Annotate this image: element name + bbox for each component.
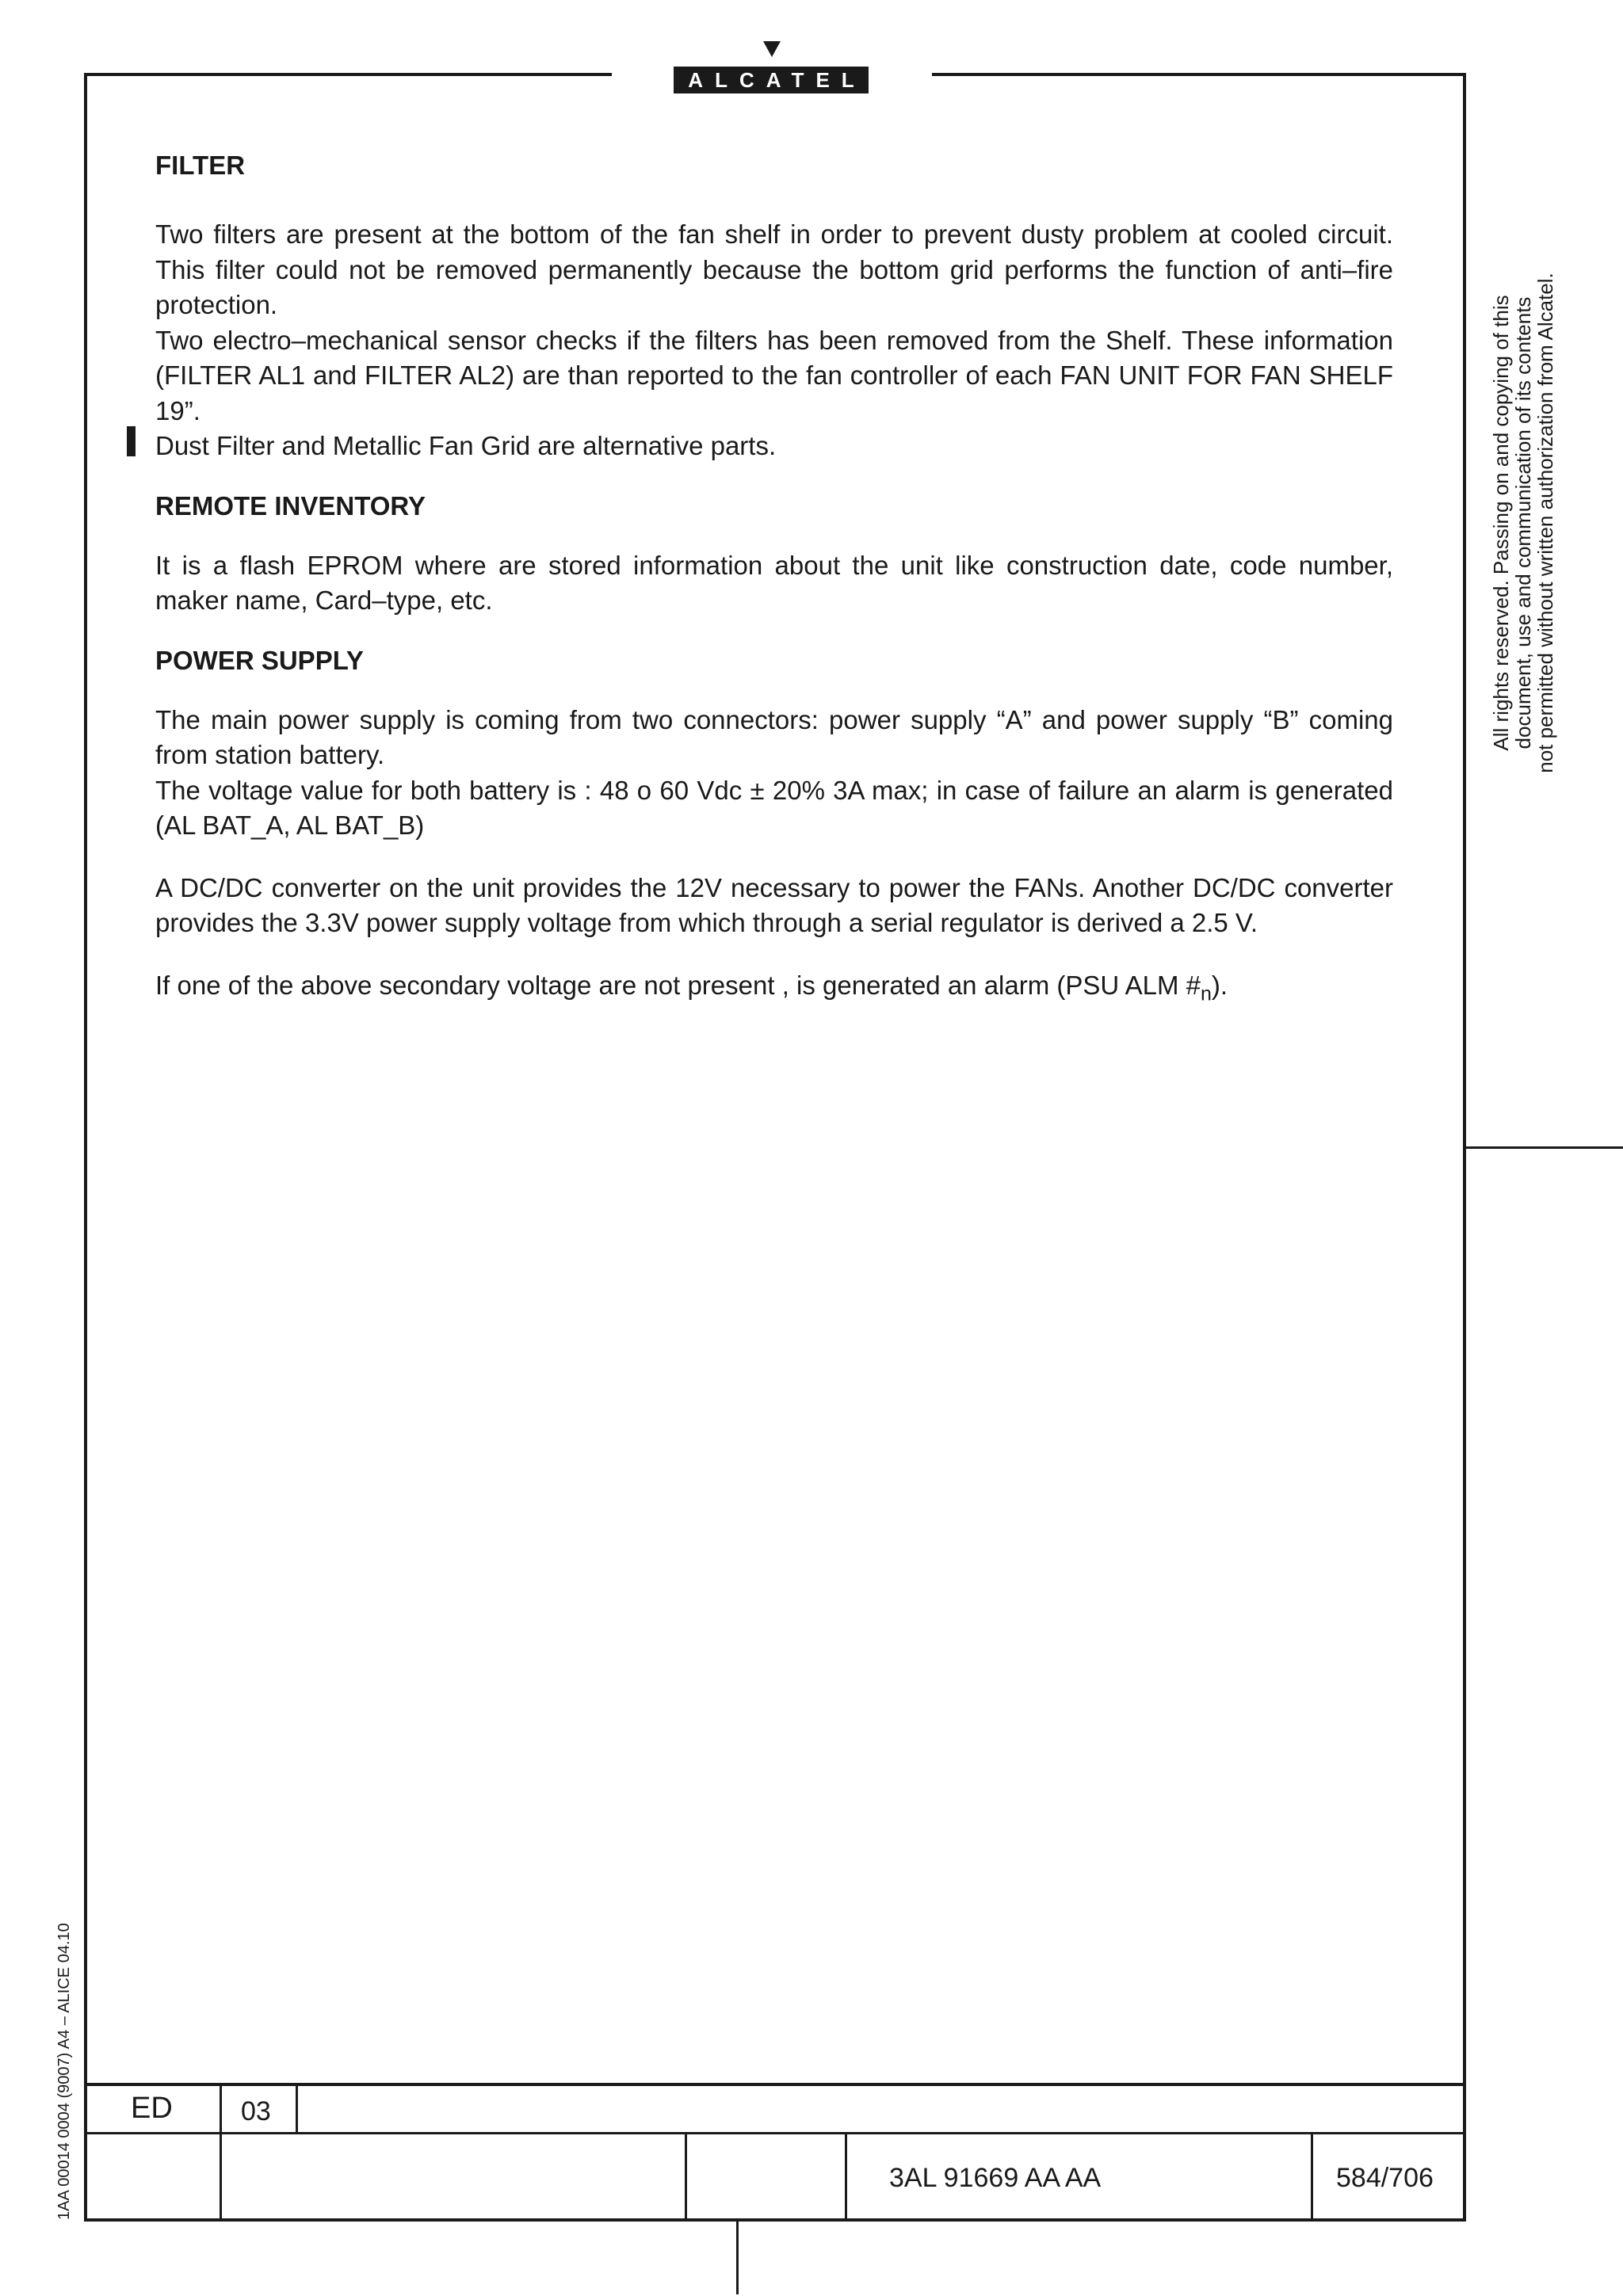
power-paragraph-3: A DC/DC converter on the unit provides the 12V necessary to power the FANs. Another DC/DC converter provides the 3.3V power supply voltage from which through a serial regulator is derived a 2.5 V. bbox=[155, 872, 1393, 937]
form-code: 1AA 00014 0004 (9007) A4 – ALICE 04.10 bbox=[55, 1923, 73, 2220]
edition-value: 03 bbox=[241, 2096, 271, 2126]
footer-divider-1 bbox=[220, 2083, 222, 2222]
frame-top-right bbox=[932, 73, 1466, 76]
inventory-paragraph: It is a flash EPROM where are stored information about the unit like construction date, code number, maker name, Card–type, etc. bbox=[155, 550, 1393, 615]
edition-label: ED bbox=[131, 2092, 173, 2125]
copyright-line-2: document, use and communication of its contents bbox=[1511, 296, 1535, 749]
frame-top-left bbox=[84, 73, 612, 76]
copyright-line-3: not permitted without written authorization from Alcatel. bbox=[1533, 273, 1557, 773]
alarm-sentence-end: ). bbox=[1211, 970, 1228, 1000]
frame-left bbox=[84, 73, 87, 2222]
power-paragraph-4 bbox=[155, 968, 1393, 1012]
footer-divider-2 bbox=[296, 2083, 298, 2134]
filter-paragraph-1: Two filters are present at the bottom of the fan shelf in order to prevent dusty problem at cooled circuit. This filter could not be removed permanently because the bottom grid performs the function of anti–fire protection. bbox=[155, 219, 1393, 319]
footer-mid-rule bbox=[84, 2132, 1466, 2134]
section-heading-power-supply: POWER SUPPLY bbox=[155, 645, 364, 675]
power-paragraph-2: The voltage value for both battery is : 48 o 60 Vdc ± 20% 3A max; in case of failure an alarm is generated (AL BAT_A, AL BAT_B) bbox=[155, 775, 1393, 840]
footer-bottom-rule bbox=[84, 2218, 1466, 2222]
alcatel-logo: ALCATEL bbox=[674, 67, 869, 93]
document-number: 3AL 91669 AA AA bbox=[889, 2163, 1102, 2193]
footer-divider-4 bbox=[845, 2132, 847, 2222]
alarm-sentence: If one of the above secondary voltage are not present , is generated an alarm (PSU ALM # bbox=[155, 970, 1201, 1000]
frame-right-tick bbox=[1463, 1146, 1623, 1149]
footer-divider-3 bbox=[685, 2132, 687, 2222]
footer-stem bbox=[736, 2222, 739, 2294]
footer-divider-5 bbox=[1311, 2132, 1313, 2222]
page-number: 584/706 bbox=[1336, 2163, 1434, 2193]
alarm-subscript: n bbox=[1200, 982, 1212, 1005]
section-heading-filter: FILTER bbox=[155, 151, 246, 180]
revision-change-bar bbox=[127, 426, 136, 456]
copyright-line-1: All rights reserved. Passing on and copying of this bbox=[1489, 295, 1513, 751]
section-heading-remote-inventory: REMOTE INVENTORY bbox=[155, 490, 426, 521]
document-body bbox=[155, 143, 1393, 1012]
filter-paragraph-2: Two electro–mechanical sensor checks if the filters has been removed from the Shelf. These information (FILTER AL1 and FILTER AL2) are than reported to the fan controller of each FAN UNIT FOR FAN SHELF 19”. bbox=[155, 325, 1393, 425]
filter-paragraph-3: Dust Filter and Metallic Fan Grid are alternative parts. bbox=[155, 431, 777, 460]
power-paragraph-1: The main power supply is coming from two connectors: power supply “A” and power supply “B” coming from station battery. bbox=[155, 704, 1393, 769]
footer-top-rule bbox=[84, 2083, 1466, 2086]
logo-triangle-icon bbox=[763, 41, 781, 57]
